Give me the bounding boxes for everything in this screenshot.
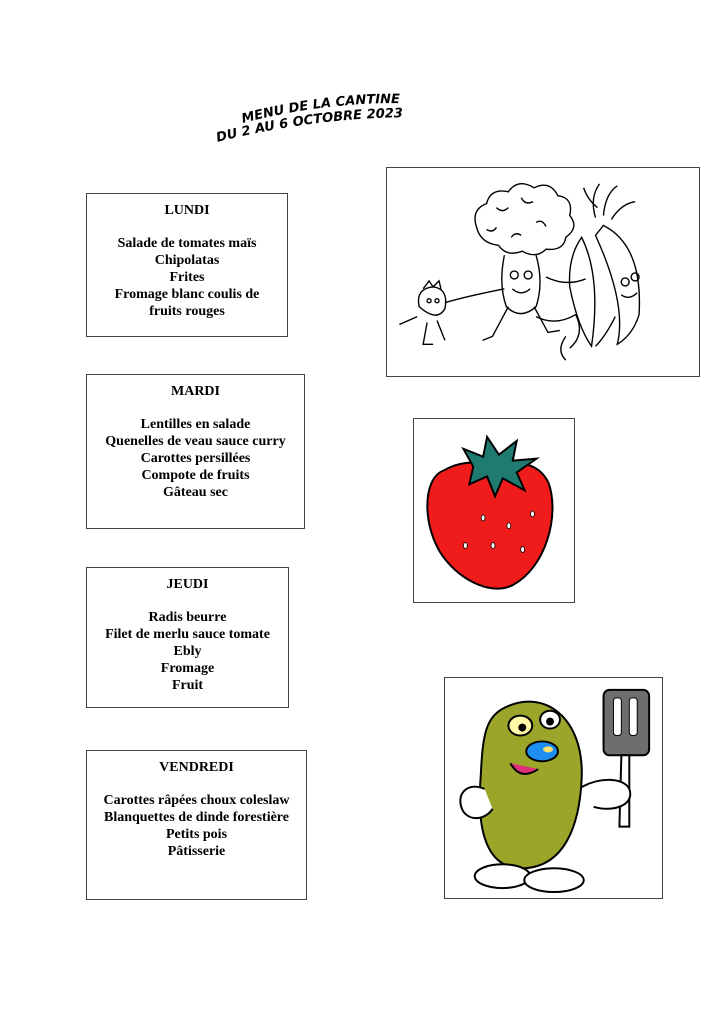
strawberry-icon <box>414 419 574 602</box>
dish: Blanquettes de dinde forestière <box>104 810 289 825</box>
dish-list <box>87 235 287 320</box>
dish: Fromage blanc coulis de <box>114 287 260 302</box>
dish: Petits pois <box>165 827 228 842</box>
dish: Gâteau sec <box>163 485 228 500</box>
dancing-vegetables-icon <box>387 168 699 376</box>
dish: Carottes râpées choux coleslaw <box>103 793 290 808</box>
title-line-2: DU 2 AU 6 OCTOBRE 2023 <box>214 106 404 146</box>
dish: Carottes persillées <box>140 451 251 466</box>
dish-list <box>87 792 306 860</box>
menu-title <box>205 92 495 152</box>
potato-illustration <box>444 677 663 899</box>
menu-box-lundi <box>86 193 288 337</box>
dish: Compote de fruits <box>141 468 250 483</box>
dish: Pâtisserie <box>167 844 226 859</box>
dish: Radis beurre <box>148 610 227 625</box>
vegetables-illustration <box>386 167 700 377</box>
dish: Quenelles de veau sauce curry <box>105 434 286 449</box>
dish: Chipolatas <box>154 253 220 268</box>
day-label: MARDI <box>171 384 220 399</box>
dish: Frites <box>169 270 205 285</box>
dish: Lentilles en salade <box>140 417 251 432</box>
dish-list <box>87 416 304 501</box>
menu-box-vendredi <box>86 750 307 900</box>
dish: Fromage <box>160 661 215 676</box>
strawberry-illustration <box>413 418 575 603</box>
dish: Filet de merlu sauce tomate <box>105 627 270 642</box>
dish: Ebly <box>173 644 202 659</box>
day-label: VENDREDI <box>159 760 234 775</box>
title-line-1: MENU DE LA CANTINE <box>240 92 400 127</box>
menu-box-jeudi <box>86 567 289 708</box>
dish: Salade de tomates maïs <box>117 236 257 251</box>
day-label: LUNDI <box>164 203 210 218</box>
potato-chef-icon <box>445 678 662 898</box>
day-label: JEUDI <box>166 577 209 592</box>
dish: Fruit <box>171 678 204 693</box>
menu-box-mardi <box>86 374 305 529</box>
dish: fruits rouges <box>149 304 225 319</box>
dish-list <box>87 609 288 694</box>
